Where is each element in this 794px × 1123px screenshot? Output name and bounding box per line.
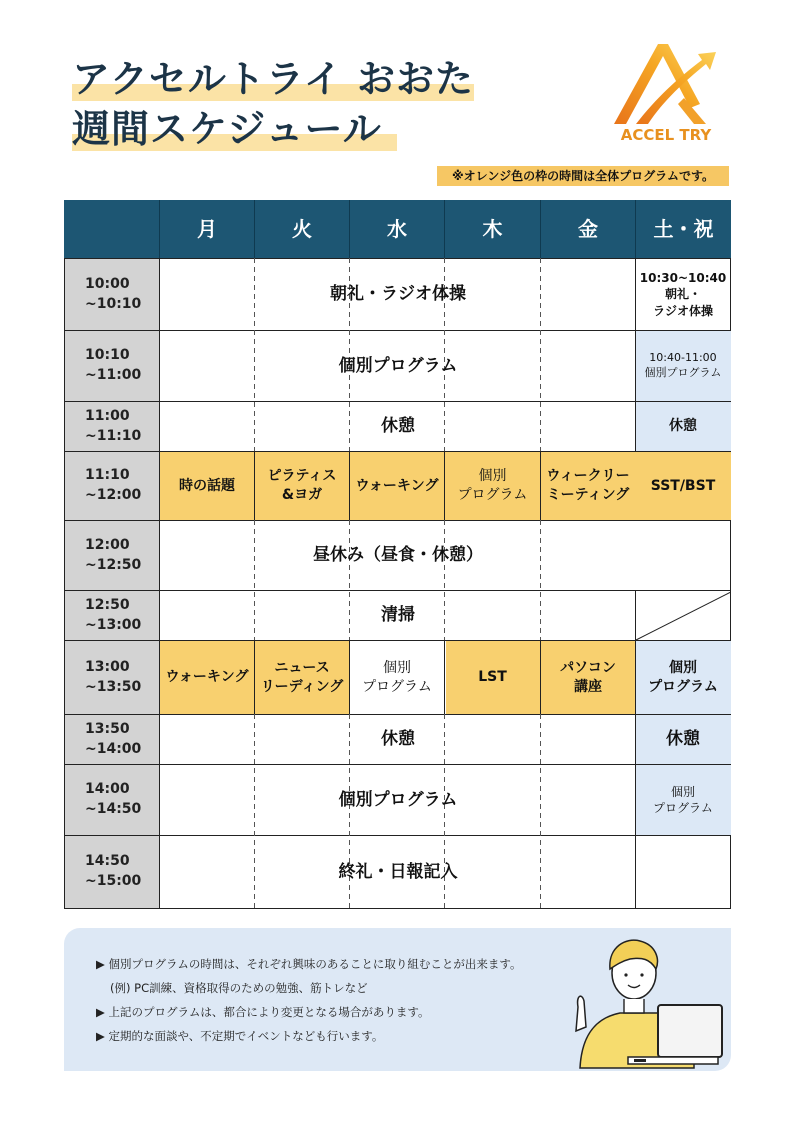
header-day-fri: 金 bbox=[541, 200, 636, 258]
activity-sst-bst: SST/BST bbox=[650, 477, 716, 494]
activity-weekly-meeting: ウィークリー ミーティング bbox=[546, 468, 630, 503]
info-bullet: ▶ 個別プログラムの時間は、それぞれ興味のあることに取り組むことが出来ます。 bbox=[96, 957, 522, 971]
sat-activity: 休憩 bbox=[669, 418, 697, 435]
header-day-wed: 水 bbox=[350, 200, 445, 258]
weekday-activity-morning-assembly: 朝礼・ラジオ体操 bbox=[330, 284, 466, 305]
info-bullet: ▶ 定期的な面談や、不定期でイベントなども行います。 bbox=[96, 1029, 384, 1043]
time-cell: 12:50 ~13:00 bbox=[65, 591, 159, 640]
activity-closing-report: 終礼・日報記入 bbox=[338, 861, 458, 882]
logo-text: ACCEL TRY bbox=[620, 126, 712, 144]
activity-walking: ウォーキング bbox=[165, 669, 249, 686]
activity-news-reading: ニュース リーディング bbox=[260, 659, 344, 695]
header-day-sat: 土・祝 bbox=[636, 200, 731, 258]
time-cell: 14:00 ~14:50 bbox=[65, 765, 159, 835]
sat-activity: 10:40-11:00 個別プログラム bbox=[644, 351, 722, 379]
activity-individual: 個別 プログラム bbox=[457, 468, 528, 503]
activity-topics: 時の話題 bbox=[179, 477, 235, 494]
info-bullet: ▶ 上記のプログラムは、都合により変更となる場合があります。 bbox=[96, 1005, 430, 1019]
info-example: (例) PC訓練、資格取得のための勉強、筋トレなど bbox=[110, 981, 368, 995]
person-icon bbox=[560, 935, 730, 1070]
person-at-laptop-illustration bbox=[560, 935, 730, 1070]
time-cell: 13:50 ~14:00 bbox=[65, 715, 159, 764]
page-title-line1: アクセルトライ おおた bbox=[72, 57, 474, 101]
activity-lst: LST bbox=[478, 669, 507, 686]
orange-frame-note: ※オレンジ色の枠の時間は全体プログラムです。 bbox=[437, 166, 729, 186]
activity-pilates-yoga: ピラティス &ヨガ bbox=[267, 468, 337, 503]
activity-individual: 個別 プログラム bbox=[362, 659, 432, 695]
time-cell: 10:00 ~10:10 bbox=[65, 259, 159, 330]
weekday-activity-break: 休憩 bbox=[381, 416, 415, 437]
header-day-thu: 木 bbox=[445, 200, 541, 258]
sat-activity: 個別 プログラム bbox=[653, 784, 713, 815]
accel-try-logo bbox=[606, 38, 726, 150]
page-title-line2: 週間スケジュール bbox=[72, 107, 382, 151]
time-cell: 12:00 ~12:50 bbox=[65, 521, 159, 590]
weekday-activity-break: 休憩 bbox=[381, 729, 415, 750]
time-cell: 13:00 ~13:50 bbox=[65, 641, 159, 714]
time-cell: 11:10 ~12:00 bbox=[65, 452, 159, 520]
header-day-mon: 月 bbox=[160, 200, 255, 258]
weekly-schedule-table bbox=[64, 200, 731, 909]
activity-pc-course: パソコン 講座 bbox=[560, 659, 616, 695]
header-day-tue: 火 bbox=[255, 200, 350, 258]
weekday-activity-cleaning: 清掃 bbox=[381, 605, 415, 626]
weekday-activity-individual: 個別プログラム bbox=[338, 355, 458, 376]
weekday-activity-individual: 個別プログラム bbox=[338, 789, 458, 810]
time-cell: 11:00 ~11:10 bbox=[65, 402, 159, 451]
activity-individual: 個別 プログラム bbox=[648, 659, 718, 695]
time-cell: 14:50 ~15:00 bbox=[65, 836, 159, 908]
activity-walking: ウォーキング bbox=[355, 477, 439, 494]
time-cell: 10:10 ~11:00 bbox=[65, 331, 159, 401]
sat-activity: 休憩 bbox=[666, 729, 700, 750]
header-corner bbox=[64, 200, 160, 258]
sat-activity: 10:30~10:40 朝礼・ ラジオ体操 bbox=[639, 271, 727, 318]
activity-lunch-break: 昼休み（昼食・休憩） bbox=[313, 545, 483, 566]
